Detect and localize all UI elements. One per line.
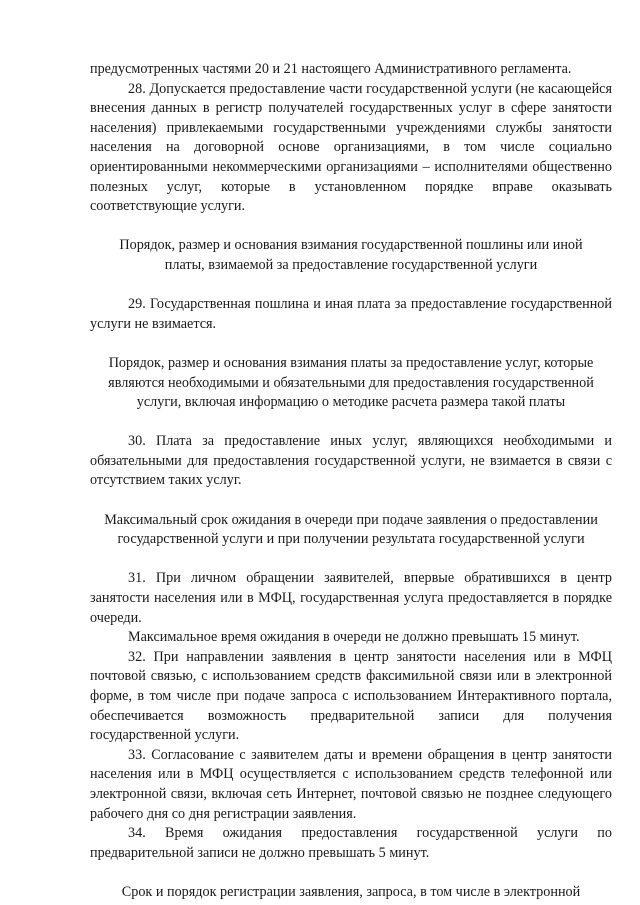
paragraph: 31. При личном обращении заявителей, впервые обратившихся в центр занятости населения или в МФЦ, государственная услуга предоставляется в порядке очереди. [90, 570, 612, 626]
paragraph: 33. Согласование с заявителем даты и времени обращения в центр занятости населения или в МФЦ осуществляется с использованием средств телефонной или электронной связи, включая сеть Интернет, почтовой связью не позднее следующего рабочего дня со дня регистрации заявления. [90, 746, 612, 822]
paragraph-spacer [90, 334, 612, 354]
paragraph-spacer [90, 276, 612, 296]
document-body [90, 60, 612, 903]
section-heading: Срок и порядок регистрации заявления, запроса, в том числе в электронной [121, 883, 581, 900]
paragraph: 34. Время ожидания предоставления государственной услуги по предварительной записи не должно превышать 5 минут. [90, 825, 612, 861]
paragraph-spacer [90, 413, 612, 433]
paragraph: 28. Допускается предоставление части государственной услуги (не касающейся внесения данных в регистр получателей государственных услуг в сфере занятости населения) привлекаемыми государственными учреждениями службы занятости населения на договорной основе организациями, в том числе социально ориентированными некоммерческими организациями – исполнителями общественно полезных услуг, которые в установленном порядке вправе оказывать соответствующие услуги. [90, 80, 612, 215]
paragraph: 29. Государственная пошлина и иная плата за предоставление государственной услуги не взимается. [90, 296, 612, 332]
paragraph: Максимальное время ожидания в очереди не должно превышать 15 минут. [128, 629, 580, 646]
paragraph-spacer [90, 491, 612, 511]
section-heading: Максимальный срок ожидания в очереди при подаче заявления о предоставлении государственной услуги и при получении результата государственной услуги [104, 511, 598, 548]
paragraph-spacer [90, 550, 612, 570]
paragraph-spacer [90, 863, 612, 883]
paragraph-spacer [90, 217, 612, 237]
paragraph-continuation: предусмотренных частями 20 и 21 настоящего Административного регламента. [90, 61, 572, 77]
paragraph: 30. Плата за предоставление иных услуг, являющихся необходимыми и обязательными для предоставления государственной услуги, не взимается в связи с отсутствием таких услуг. [90, 433, 612, 489]
paragraph: 32. При направлении заявления в центр занятости населения или в МФЦ почтовой связью, с использованием средств факсимильной связи или в электронной форме, в том числе при подаче запроса с использованием Интерактивного портала, обеспечивается возможность предварительной записи для получения государственной услуги. [90, 648, 612, 744]
section-heading: Порядок, размер и основания взимания платы за предоставление услуг, которые являются необходимыми и обязательными для предоставления государственной услуги, включая информацию о методике расчета размера такой платы [108, 354, 594, 411]
section-heading: Порядок, размер и основания взимания государственной пошлины или иной платы, взимаемой за предоставление государственной услуги [119, 237, 583, 273]
